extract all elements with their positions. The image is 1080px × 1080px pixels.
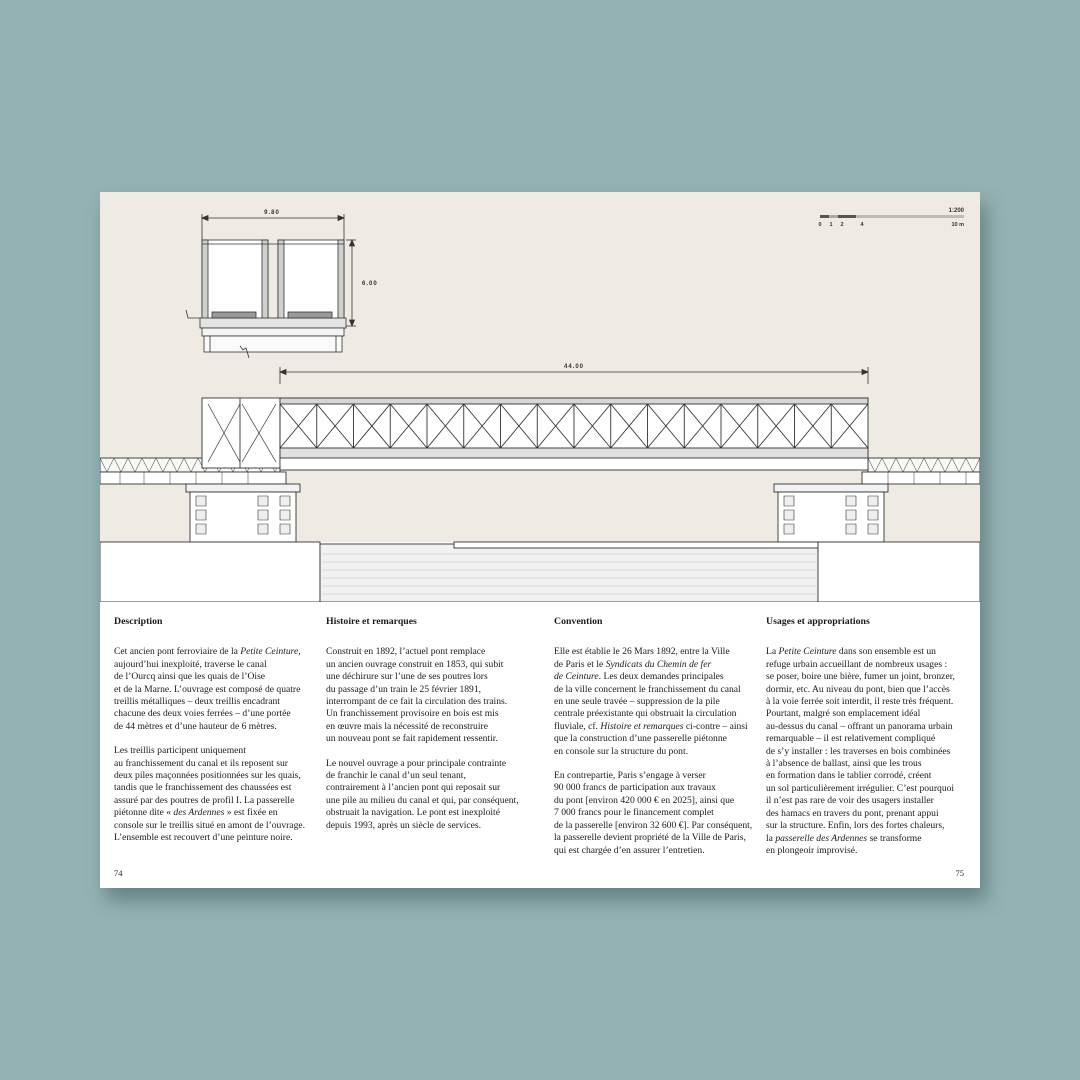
- body-paragraph: En contrepartie, Paris s’engage à verser 90 000 francs de participation aux travaux du pont [environ 420 000 € en 2025], ainsi que 7 000 francs pour le financement complet de la passerelle [environ 32 600 €]. Par conséquent, la passerelle devient propriété de la Ville de Paris, qui est chargée d’en assurer l’entretien.: [554, 770, 753, 856]
- column-body: [114, 646, 305, 844]
- column-convention: [554, 616, 752, 869]
- scale-tick-0: 0: [818, 222, 822, 228]
- body-paragraph: Cet ancien pont ferroviaire de la Petite Ceinture, aujourd’hui inexploité, traverse le canal de l’Ourcq ainsi que les quais de l’Oise et de la Marne. L’ouvrage est composé de quatre treillis métalliques – deux treillis encadrant chacune des deux voies ferrées – d’une portée de 44 mètres et d’une hauteur de 6 mètres.: [114, 646, 301, 732]
- scale-tick-1: 1: [829, 222, 833, 228]
- column-title: Usages et appropriations: [766, 616, 870, 627]
- dimension-span: 44.00: [563, 364, 585, 370]
- scale-tick-2: 2: [840, 222, 844, 228]
- body-paragraph: Les treillis participent uniquement au franchissement du canal et ils reposent sur deux piles maçonnées positionnées sur les quais, tandis que le franchissement des chaussées est assuré par des poutres de profil I. La passerelle piétonne dite « des Ardennes » est fixée en console sur le treillis situé en amont de l’ouvrage. L’ensemble est recouvert d’une peinture noire.: [114, 745, 306, 844]
- column-description: [114, 616, 305, 857]
- body-paragraph: Le nouvel ouvrage a pour principale contrainte de franchir le canal d’un seul tenant, contrairement à l’ancien pont qui reposait sur une pile au milieu du canal et qui, par conséquent, obstruait la navigation. Le pont est inexploité depuis 1993, après un siècle de services.: [326, 757, 519, 831]
- scale-label: 1:200: [948, 208, 964, 214]
- column-usages: [766, 616, 955, 869]
- column-body: [326, 646, 519, 832]
- dimension-height: 6.00: [362, 281, 378, 287]
- column-body: [766, 646, 955, 857]
- scale-tick-10: 10 m: [951, 222, 964, 228]
- page-number-left: 74: [114, 868, 123, 878]
- dimension-width: 9.80: [264, 210, 280, 216]
- page-number-right: 75: [955, 868, 964, 878]
- book-spread: [100, 192, 980, 888]
- column-histoire: [326, 616, 519, 844]
- column-title: Histoire et remarques: [326, 616, 417, 627]
- body-paragraph: Construit en 1892, l’actuel pont remplace un ancien ouvrage construit en 1853, qui subit une déchirure sur l’une de ses poutres lors du passage d’un train le 25 février 1891, interrompant de ce fait la circulation des trains. Un franchissement provisoire en bois est mis en œuvre mais la nécessité de reconstruire un nouveau pont se fait rapidement ressentir.: [326, 646, 508, 745]
- body-paragraph: La Petite Ceinture dans son ensemble est un refuge urbain accueillant de nombreux usages : se poser, boire une bière, fumer un joint, bronzer, dormir, etc. Au niveau du pont, bien que l’accès à la voie ferrée soit interdit, il reste très fréquent. Pourtant, malgré son emplacement idéal au-dessus du canal – offrant un panorama urbain remarquable – il est relativement compliqué de s’y installer : les traverses en bois combinées à l’absence de ballast, ainsi que les trous en formation dans le tablier corrodé, créent un sol particulièrement irrégulier. C’est pourquoi il n’est pas rare de voir des usagers installer des hamacs en travers du pont, prenant appui sur la structure. Enfin, lors des fortes chaleurs, la passerelle des Ardennes se transforme en plongeoir improvisé.: [766, 646, 955, 856]
- column-body: [554, 646, 752, 857]
- column-title: Description: [114, 616, 163, 627]
- bridge-drawing: [100, 192, 980, 602]
- scale-tick-4: 4: [860, 222, 864, 228]
- body-paragraph: Elle est établie le 26 Mars 1892, entre la Ville de Paris et le Syndicats du Chemin de fer de Ceinture. Les deux demandes principales de la ville concernent le franchissement du canal en une seule travée – suppression de la pile centrale préexistante qui obstruait la circulation fluviale, cf. Histoire et remarques ci-contre – ainsi que la construction d’une passerelle piétonne en console sur la structure du pont.: [554, 646, 748, 757]
- column-title: Convention: [554, 616, 603, 627]
